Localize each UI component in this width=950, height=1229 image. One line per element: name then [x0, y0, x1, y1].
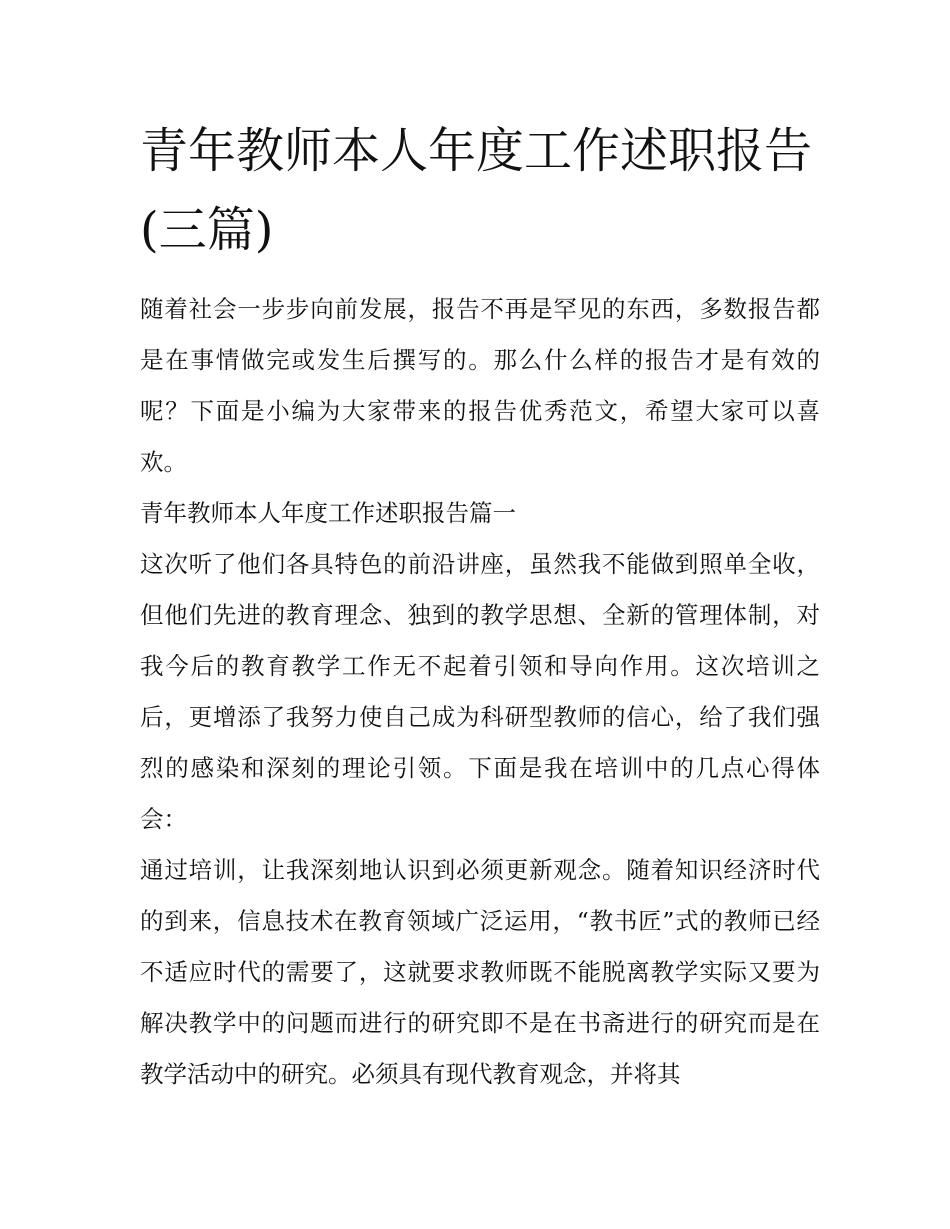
- section-heading: 青年教师本人年度工作述职报告篇一: [140, 499, 516, 527]
- document-page: [140, 112, 820, 1100]
- intro-paragraph: 随着社会一步步向前发展，报告不再是罕见的东西，多数报告都是在事情做完或发生后撰写的。那么什么样的报告才是有效的呢？下面是小编为大家带来的报告优秀范文，希望大家可以喜欢。: [140, 295, 820, 476]
- body-paragraph: 通过培训，让我深刻地认识到必须更新观念。随着知识经济时代的到来，信息技术在教育领域广泛运用，“教书匠”式的教师已经不适应时代的需要了，这就要求教师既不能脱离教学实际又要为解决教学中的问题而进行的研究即不是在书斋进行的研究而是在教学活动中的研究。必须具有现代教育观念，并将其: [140, 856, 820, 1088]
- body-paragraph: 这次听了他们各具特色的前沿讲座，虽然我不能做到照单全收，但他们先进的教育理念、独到的教学思想、全新的管理体制，对我今后的教育教学工作无不起着引领和导向作用。这次培训之后，更增添了我努力使自己成为科研型教师的信心，给了我们强烈的感染和深刻的理论引领。下面是我在培训中的几点心得体会：: [140, 550, 820, 833]
- document-title: 青年教师本人年度工作述职报告(三篇): [140, 123, 813, 258]
